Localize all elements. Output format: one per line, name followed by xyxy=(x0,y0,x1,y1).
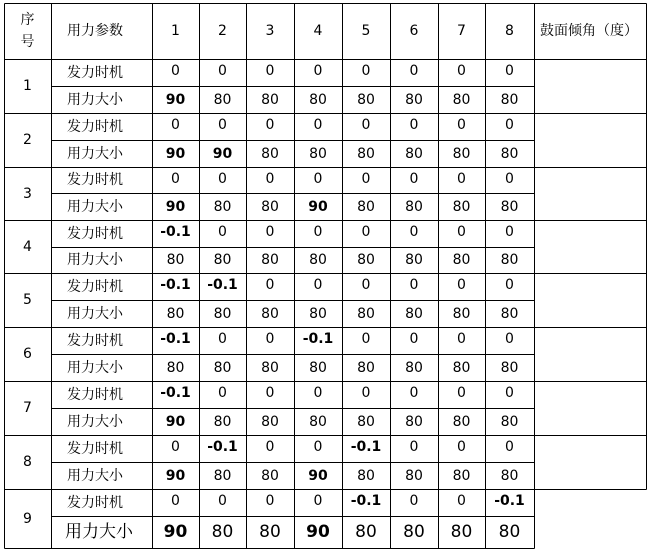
force-cell: 80 xyxy=(452,198,471,215)
force-cell: 80 xyxy=(261,91,279,108)
row-label-timing: 发力时机 xyxy=(67,118,123,135)
row-label-force: 用力大小 xyxy=(67,413,123,430)
timing-cell: -0.1 xyxy=(494,493,525,509)
timing-cell: 0 xyxy=(218,493,227,509)
force-cell: 80 xyxy=(166,252,185,268)
timing-cell: 0 xyxy=(505,224,514,240)
timing-cell: 0 xyxy=(313,385,323,401)
angle-cell xyxy=(534,327,646,381)
timing-cell: 0 xyxy=(361,171,371,187)
row-label-timing: 发力时机 xyxy=(67,64,123,81)
timing-cell: -0.1 xyxy=(207,277,238,293)
group-index: 7 xyxy=(23,400,32,416)
force-cell: 80 xyxy=(357,91,375,108)
force-cell: 80 xyxy=(357,198,375,215)
force-cell: 90 xyxy=(165,413,186,430)
timing-cell: 0 xyxy=(361,117,371,133)
force-cell: 80 xyxy=(213,467,232,484)
timing-cell: 0 xyxy=(457,171,466,187)
force-cell: 80 xyxy=(213,252,232,268)
timing-cell: 0 xyxy=(218,385,227,401)
timing-cell: 0 xyxy=(457,277,466,293)
force-cell: 80 xyxy=(357,413,375,430)
header-col-5: 5 xyxy=(361,23,371,39)
timing-cell: 0 xyxy=(457,331,466,347)
force-cell: 80 xyxy=(500,305,519,322)
force-cell: 80 xyxy=(213,91,232,108)
timing-cell: 0 xyxy=(265,439,275,455)
timing-cell: -0.1 xyxy=(160,385,191,401)
force-cell: 80 xyxy=(261,252,279,268)
timing-cell: 0 xyxy=(218,117,227,133)
timing-cell: 0 xyxy=(218,331,227,347)
force-cell: 80 xyxy=(405,305,423,322)
force-cell: 80 xyxy=(500,91,519,108)
timing-cell: 0 xyxy=(361,63,371,79)
timing-cell: 0 xyxy=(171,439,180,455)
force-cell: 80 xyxy=(357,467,375,484)
angle-cell xyxy=(534,113,646,167)
timing-cell: 0 xyxy=(457,493,466,509)
force-cell: 80 xyxy=(500,145,519,162)
timing-cell: 0 xyxy=(265,385,275,401)
timing-cell: 0 xyxy=(265,493,275,509)
timing-cell: 0 xyxy=(265,117,275,133)
timing-cell: 0 xyxy=(171,117,180,133)
force-cell: 80 xyxy=(309,252,327,268)
angle-cell xyxy=(534,435,646,489)
force-cell: 80 xyxy=(500,413,519,430)
force-cell: 80 xyxy=(355,521,377,542)
force-cell: 80 xyxy=(166,305,185,322)
force-cell: 80 xyxy=(498,521,521,542)
force-cell: 80 xyxy=(405,413,423,430)
force-cell: 90 xyxy=(165,91,186,108)
force-cell: 80 xyxy=(309,413,327,430)
force-cell: 80 xyxy=(452,305,471,322)
row-label-timing: 发力时机 xyxy=(67,494,123,511)
force-cell: 80 xyxy=(261,467,279,484)
header-col-1: 1 xyxy=(171,23,180,39)
force-cell: 80 xyxy=(450,521,473,542)
timing-cell: 0 xyxy=(505,331,514,347)
timing-cell: 0 xyxy=(457,224,466,240)
force-cell: 80 xyxy=(166,359,185,376)
timing-cell: 0 xyxy=(265,331,275,347)
angle-cell xyxy=(534,167,646,220)
timing-cell: 0 xyxy=(265,277,275,293)
force-cell: 90 xyxy=(308,467,328,484)
group-index: 8 xyxy=(23,454,32,470)
timing-cell: 0 xyxy=(171,63,180,79)
timing-cell: 0 xyxy=(409,331,419,347)
force-cell: 80 xyxy=(500,359,519,376)
angle-cell xyxy=(534,381,646,435)
group-index: 6 xyxy=(23,346,32,362)
force-cell: 80 xyxy=(500,252,519,268)
timing-cell: 0 xyxy=(265,63,275,79)
force-cell: 80 xyxy=(403,521,425,542)
timing-cell: 0 xyxy=(313,117,323,133)
timing-cell: 0 xyxy=(361,224,371,240)
row-label-force: 用力大小 xyxy=(67,198,123,215)
force-cell: 80 xyxy=(309,91,327,108)
row-label-timing: 发力时机 xyxy=(67,225,123,242)
force-cell: 80 xyxy=(357,359,375,376)
timing-cell: 0 xyxy=(218,171,227,187)
header-col-7: 7 xyxy=(457,23,466,39)
force-cell: 80 xyxy=(261,305,279,322)
force-cell: 80 xyxy=(213,413,232,430)
timing-cell: 0 xyxy=(409,493,419,509)
timing-cell: 0 xyxy=(505,117,514,133)
header-col-2: 2 xyxy=(218,23,227,39)
timing-cell: 0 xyxy=(505,171,514,187)
timing-cell: -0.1 xyxy=(302,331,334,347)
timing-cell: 0 xyxy=(505,439,514,455)
timing-cell: 0 xyxy=(409,439,419,455)
force-cell: 80 xyxy=(259,521,281,542)
angle-cell xyxy=(534,273,646,327)
timing-cell: 0 xyxy=(361,277,371,293)
header-index-top: 序 xyxy=(20,12,35,28)
force-cell: 80 xyxy=(452,145,471,162)
row-label-force: 用力大小 xyxy=(67,252,123,268)
force-cell: 90 xyxy=(163,521,188,542)
row-label-force: 用力大小 xyxy=(65,521,133,542)
timing-cell: 0 xyxy=(171,493,180,509)
timing-cell: -0.1 xyxy=(350,439,382,455)
timing-cell: 0 xyxy=(457,385,466,401)
timing-cell: 0 xyxy=(409,171,419,187)
timing-cell: 0 xyxy=(457,439,466,455)
force-cell: 80 xyxy=(405,91,423,108)
header-col-3: 3 xyxy=(265,23,275,39)
header-col-6: 6 xyxy=(409,23,419,39)
timing-cell: 0 xyxy=(313,63,323,79)
timing-cell: -0.1 xyxy=(350,493,382,509)
angle-cell xyxy=(534,489,646,548)
row-label-timing: 发力时机 xyxy=(67,386,123,403)
force-cell: 80 xyxy=(405,467,423,484)
row-label-timing: 发力时机 xyxy=(67,332,123,349)
timing-cell: 0 xyxy=(409,224,419,240)
force-cell: 80 xyxy=(213,359,232,376)
timing-cell: 0 xyxy=(457,63,466,79)
timing-cell: 0 xyxy=(313,224,323,240)
force-cell: 80 xyxy=(405,145,423,162)
header-col-4: 4 xyxy=(313,23,323,39)
timing-cell: 0 xyxy=(409,117,419,133)
force-cell: 80 xyxy=(500,467,519,484)
group-index: 9 xyxy=(23,510,32,527)
row-label-force: 用力大小 xyxy=(67,305,123,322)
force-cell: 80 xyxy=(405,198,423,215)
force-cell: 80 xyxy=(309,359,327,376)
force-cell: 90 xyxy=(308,198,328,215)
group-index: 3 xyxy=(23,185,32,202)
force-cell: 90 xyxy=(165,145,186,162)
force-cell: 80 xyxy=(211,521,234,542)
header-index-bottom: 号 xyxy=(20,34,35,50)
timing-cell: 0 xyxy=(218,224,227,240)
group-index: 1 xyxy=(23,78,32,94)
timing-cell: 0 xyxy=(313,493,323,509)
force-cell: 80 xyxy=(261,145,279,162)
timing-cell: -0.1 xyxy=(207,439,238,455)
angle-cell xyxy=(534,220,646,273)
force-cell: 80 xyxy=(357,305,375,322)
force-cell: 90 xyxy=(306,521,330,542)
force-cell: 80 xyxy=(452,252,471,268)
timing-cell: 0 xyxy=(409,277,419,293)
timing-cell: 0 xyxy=(361,385,371,401)
force-cell: 80 xyxy=(213,305,232,322)
timing-cell: 0 xyxy=(218,63,227,79)
row-label-force: 用力大小 xyxy=(67,359,123,376)
header-index xyxy=(4,3,51,59)
timing-cell: -0.1 xyxy=(160,224,191,240)
timing-cell: 0 xyxy=(313,439,323,455)
force-cell: 80 xyxy=(452,467,471,484)
force-cell: 80 xyxy=(357,145,375,162)
force-cell: 80 xyxy=(261,198,279,215)
header-angle: 鼓面倾角（度） xyxy=(540,23,638,39)
timing-cell: 0 xyxy=(505,63,514,79)
timing-cell: -0.1 xyxy=(160,277,191,293)
force-cell: 90 xyxy=(165,467,186,484)
force-cell: 80 xyxy=(452,91,471,108)
timing-cell: 0 xyxy=(313,171,323,187)
force-cell: 80 xyxy=(261,359,279,376)
header-col-8: 8 xyxy=(505,23,514,39)
row-label-timing: 发力时机 xyxy=(67,172,123,188)
timing-cell: 0 xyxy=(265,224,275,240)
row-label-timing: 发力时机 xyxy=(67,278,123,295)
force-cell: 80 xyxy=(405,252,423,268)
timing-cell: 0 xyxy=(313,277,323,293)
row-label-timing: 发力时机 xyxy=(67,440,123,457)
timing-cell: 0 xyxy=(505,277,514,293)
force-cell: 80 xyxy=(309,305,327,322)
force-cell: 80 xyxy=(452,413,471,430)
force-cell: 80 xyxy=(357,252,375,268)
timing-cell: 0 xyxy=(265,171,275,187)
timing-cell: 0 xyxy=(409,63,419,79)
force-cell: 80 xyxy=(213,198,232,215)
timing-cell: 0 xyxy=(457,117,466,133)
angle-cell xyxy=(534,59,646,113)
timing-cell: 0 xyxy=(505,385,514,401)
group-index: 5 xyxy=(23,292,32,308)
timing-cell: -0.1 xyxy=(160,331,191,347)
group-index: 4 xyxy=(23,238,32,255)
row-label-force: 用力大小 xyxy=(67,91,123,108)
header-param: 用力参数 xyxy=(67,23,123,39)
force-cell: 80 xyxy=(261,413,279,430)
timing-cell: 0 xyxy=(409,385,419,401)
force-cell: 80 xyxy=(452,359,471,376)
force-cell: 80 xyxy=(405,359,423,376)
timing-cell: 0 xyxy=(171,171,180,187)
row-label-force: 用力大小 xyxy=(67,467,123,484)
force-cell: 90 xyxy=(212,145,233,162)
timing-cell: 0 xyxy=(361,331,371,347)
row-label-force: 用力大小 xyxy=(67,145,123,162)
group-index: 2 xyxy=(23,132,32,148)
force-cell: 80 xyxy=(500,198,519,215)
force-cell: 80 xyxy=(309,145,327,162)
force-cell: 90 xyxy=(165,198,186,215)
